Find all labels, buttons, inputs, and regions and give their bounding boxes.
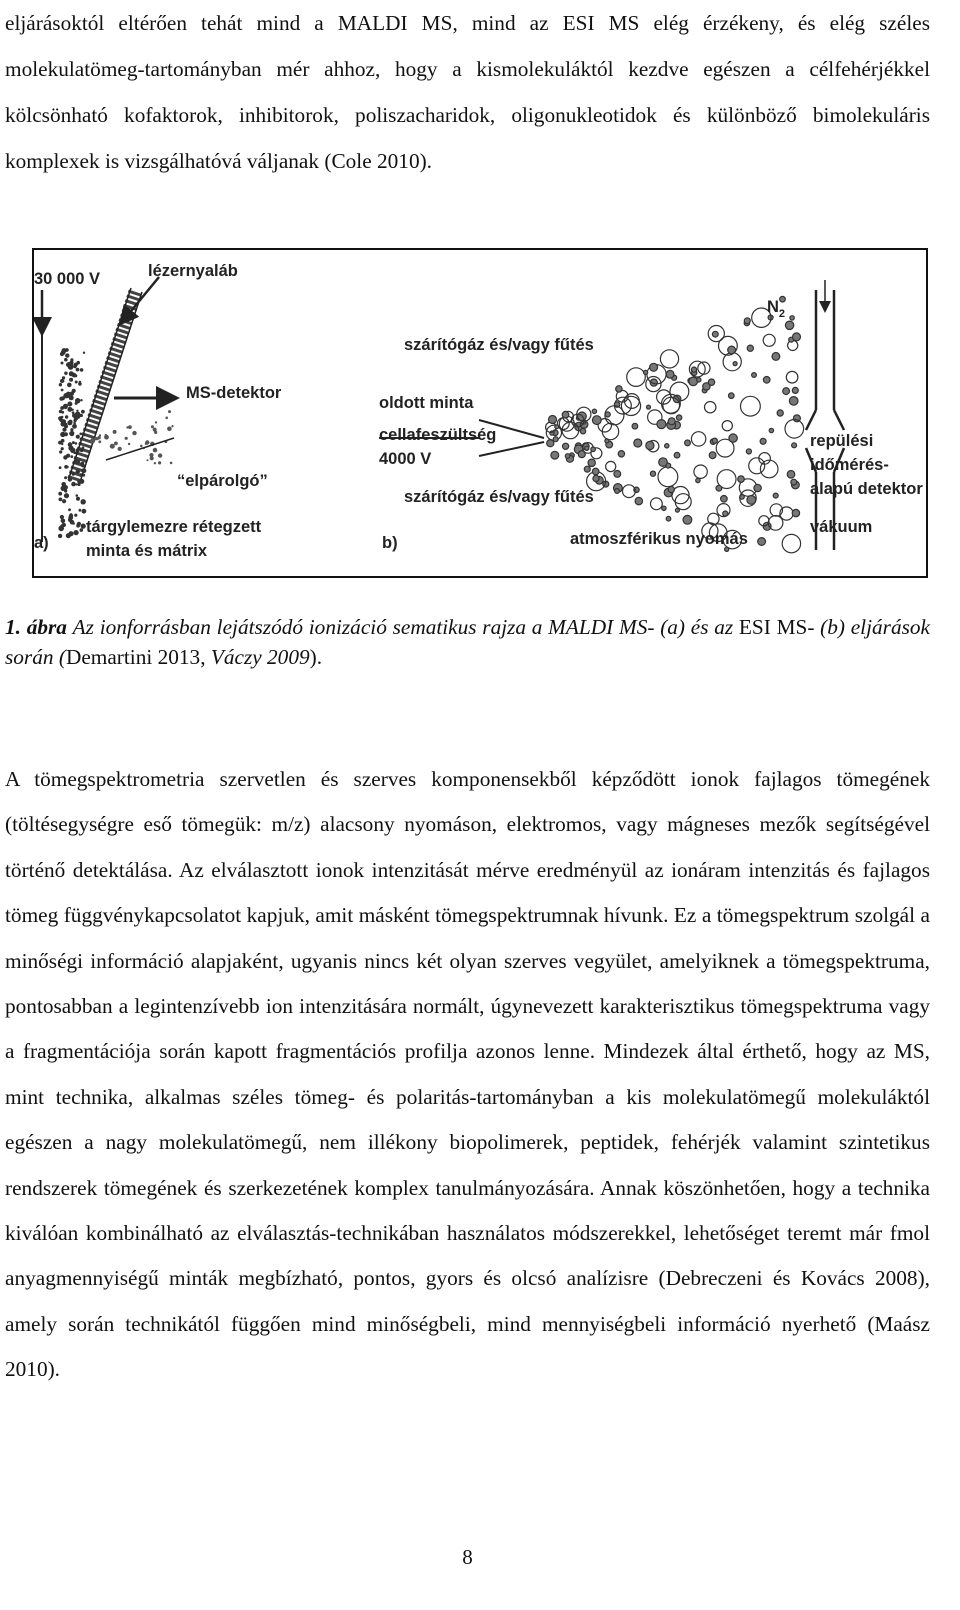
sample-dot: [67, 407, 72, 412]
caption-ref-1: Demartini 2013,: [65, 645, 206, 669]
spray-droplet: [729, 393, 735, 399]
plume-dot: [150, 456, 154, 460]
ionization-figure: [32, 248, 928, 578]
esi-panel: [379, 280, 923, 553]
spray-droplet: [616, 386, 622, 392]
sample-dot: [59, 450, 62, 453]
spray-droplet: [772, 353, 780, 361]
sample-dot: [76, 494, 79, 497]
spray-droplet: [627, 368, 646, 387]
esi-cell-voltage-label-1: cellafeszültség: [379, 426, 497, 444]
spray-droplet: [785, 420, 804, 439]
sample-dot: [70, 428, 73, 431]
sample-dot: [59, 383, 62, 386]
intro-paragraph: eljárásoktól eltérően tehát mind a MALDI MS, mind az ESI MS elég érzékeny, és elég széles molekulatömeg-tartományban mér ahhoz, hogy a kismolekuláktól kezdve egészen a célfehérjékkel kölcsönható kofaktorok, inhibitorok, poliszacharidok, oligonukleotidok és különböző bimolekuláris komplexek is vizsgálhatóvá váljanak (Cole 2010).: [5, 11, 930, 173]
sample-dot: [74, 530, 79, 535]
spray-droplet: [674, 452, 680, 458]
sample-dot: [64, 406, 68, 410]
spray-droplet: [635, 497, 642, 504]
esi-gas-bottom-label: szárítógáz és/vagy fűtés: [404, 488, 594, 506]
spray-droplet: [791, 479, 797, 485]
plume-dot: [98, 440, 101, 443]
spray-droplet: [741, 396, 761, 416]
sample-dot: [65, 415, 68, 418]
spray-droplet: [588, 459, 595, 466]
plume-dot: [126, 426, 128, 428]
plume-dot: [153, 428, 157, 432]
sample-dot: [61, 350, 66, 355]
esi-solution-label: oldott minta: [379, 394, 474, 412]
sample-dot: [76, 448, 80, 452]
esi-tof-label-3: alapú detektor: [810, 480, 923, 498]
sample-dot: [60, 379, 64, 383]
spray-droplet: [746, 449, 751, 454]
spray-droplet: [777, 410, 783, 416]
sample-dot: [62, 376, 65, 379]
spray-droplet: [632, 423, 638, 429]
sample-dot: [76, 361, 80, 365]
sample-dot: [61, 416, 64, 419]
spray-droplet: [712, 331, 718, 337]
plume-dot: [114, 442, 118, 446]
sample-dot: [75, 398, 80, 403]
spray-droplet: [666, 370, 674, 378]
caption-tail: ).: [309, 645, 323, 669]
spray-droplet: [651, 498, 663, 510]
spray-droplet: [644, 370, 648, 374]
sample-dot: [79, 479, 84, 484]
sample-dot: [83, 352, 85, 354]
spray-droplet: [578, 451, 585, 458]
sample-dot: [68, 477, 72, 481]
spray-droplet: [683, 515, 692, 524]
esi-spray-droplets: [546, 296, 804, 552]
sample-dot: [66, 533, 71, 538]
sample-dot: [80, 473, 82, 475]
sample-dot: [77, 483, 80, 486]
sample-dot: [75, 381, 78, 384]
spray-droplet: [785, 321, 793, 329]
sample-dot: [70, 513, 73, 516]
plume-dot: [170, 462, 173, 465]
sample-dot: [68, 362, 74, 368]
sample-dot: [71, 482, 76, 487]
sample-dot: [72, 472, 76, 476]
spray-droplet: [689, 377, 698, 386]
spray-droplet: [716, 485, 722, 491]
sample-dot: [60, 515, 64, 519]
spray-droplet: [749, 458, 765, 474]
spray-droplet: [676, 415, 681, 420]
spray-droplet: [592, 409, 596, 413]
esi-vacuum-label: vákuum: [810, 518, 873, 536]
sample-dot: [61, 519, 66, 524]
sample-dot: [76, 470, 79, 473]
sample-dot: [79, 433, 82, 436]
sample-dot: [70, 455, 73, 458]
spray-droplet: [792, 509, 799, 516]
plume-dot: [167, 427, 172, 432]
sample-dot: [69, 378, 73, 382]
sample-dot: [68, 518, 72, 522]
sample-dot: [58, 492, 62, 496]
sample-dot: [80, 438, 83, 441]
spray-droplet: [786, 371, 798, 383]
plume-dot: [153, 448, 158, 453]
laser-beam: [74, 290, 136, 480]
spray-droplet: [696, 478, 700, 482]
spray-droplet: [584, 466, 590, 472]
plume-dot: [132, 431, 136, 435]
plume-dot: [140, 445, 143, 448]
spray-droplet: [650, 363, 658, 371]
caption-text-a: Az ionforrásban lejátszódó ionizáció sematikus rajza a MALDI MS- (a) és az: [72, 615, 734, 639]
spray-droplet: [662, 506, 666, 510]
sample-dot: [74, 514, 77, 517]
sample-dot: [58, 534, 62, 538]
spray-droplet: [752, 373, 757, 378]
spray-droplet: [615, 489, 620, 494]
spray-droplet: [665, 444, 669, 448]
spray-droplet: [585, 446, 589, 450]
sample-dot: [67, 402, 72, 407]
sample-dot: [63, 455, 67, 459]
page-number: 8: [462, 1545, 473, 1569]
plume-dot: [155, 421, 157, 423]
sample-dot: [73, 365, 77, 369]
spray-droplet: [793, 333, 801, 341]
sample-dot: [61, 443, 63, 445]
sample-dot: [76, 410, 78, 412]
sample-dot: [80, 399, 82, 401]
sample-dot: [59, 498, 63, 502]
sample-dot: [64, 372, 67, 375]
spray-droplet: [758, 538, 766, 546]
maldi-panel-label: a): [34, 534, 49, 552]
plume-dot: [128, 443, 130, 445]
spray-droplet: [782, 534, 800, 552]
spray-droplet: [591, 447, 596, 452]
spray-droplet: [769, 428, 773, 432]
sample-dot: [80, 368, 84, 372]
spray-droplet: [787, 471, 795, 479]
spray-droplet: [705, 402, 716, 413]
main-paragraph: A tömegspektrometria szervetlen és szerves komponensekből képződött ionok fajlagos tömegének (töltésegységre eső tömegük: m/z) alacsony nyomáson, elektromos, vagy mágneses mezők segítségével történő detektálása. Az elválasztott ionok intenzitását mérve eredményül az ionáram intenzitás és fajlagos tömeg függvénykapcsolatot kapjuk, amit másként tömegspektrumnak hívunk. Ez a tömegspektrum szolgál a minőségi információ alapjaként, ugyanis nincs két olyan szerves vegyület, amelyiknek a tömegspektruma, pontosabban a legintenzívebb ion intenzitására normált, úgynevezett karakterisztikus tömegspektruma vagy a fragmentációja során kapott fragmentációs profilja azonos lenne. Mindezek által érthető, hogy az MS, mint technika, alkalmas széles tömeg- és polaritás-tartományban a kis molekulatömegű molekuláktól egészen a nagy molekulatömegű, nem illékony biopolimerek, peptidek, fehérjék valamint szintetikus rendszerek tömegének és szerkezetének komplex tanulmányozására. Annak köszönhetően, hogy a technika kiválóan kombinálható az elválasztás-technikában használatos módszerekkel, lehetőséget teremt már fmol anyagmennyiségű minták megbízható, pontos, gyors és olcsó analízisre (Debreczeni és Kovács 2008), amely során technikától függően mind minőségbeli, mind mennyiségbeli információ nyerhető (Maász 2010).: [5, 767, 930, 1382]
sample-dot: [60, 406, 64, 410]
spray-droplet: [789, 397, 798, 406]
sample-dot: [75, 459, 80, 464]
plume-dot: [158, 461, 161, 464]
spray-droplet: [768, 516, 783, 531]
esi-cell-voltage-label-2: 4000 V: [379, 450, 432, 468]
sample-dot: [72, 413, 76, 417]
sample-dot: [67, 383, 72, 388]
sample-dot: [79, 509, 82, 512]
sample-dot: [72, 441, 75, 444]
maldi-sample-label-1: tárgylemezre rétegzett: [86, 518, 262, 536]
spray-droplet: [657, 420, 666, 429]
sample-dot: [68, 446, 73, 451]
esi-atmospheric-label: atmoszférikus nyomás: [570, 530, 748, 548]
plume-dot: [105, 434, 107, 436]
spray-droplet: [658, 467, 678, 487]
sample-dot: [82, 509, 87, 514]
spray-droplet: [722, 421, 732, 431]
sample-dot: [81, 499, 86, 504]
spray-droplet: [694, 465, 707, 478]
sample-dot: [76, 435, 80, 439]
ionization-schematic: [34, 250, 926, 576]
sample-dot: [76, 497, 80, 501]
maldi-ms-detector-label: MS-detektor: [186, 384, 282, 402]
spray-droplet: [668, 418, 675, 425]
sample-dot: [72, 389, 76, 393]
plume-dot: [168, 410, 171, 413]
plume-dot: [151, 425, 154, 428]
sample-dot: [68, 508, 71, 511]
spray-droplet: [563, 443, 569, 449]
caption-text-b2: (b) eljárások során (: [5, 615, 930, 669]
spray-droplet: [565, 454, 570, 459]
esi-gas-top-label: szárítógáz és/vagy fűtés: [404, 336, 594, 354]
maldi-laser-label: lézernyaláb: [148, 262, 238, 280]
spray-droplet: [721, 496, 728, 503]
spray-droplet: [685, 440, 691, 446]
spray-droplet: [592, 416, 601, 425]
spray-droplet: [646, 441, 654, 449]
maldi-evaporating-label: “elpárolgó”: [177, 472, 268, 490]
sample-dot: [62, 523, 66, 527]
maldi-voltage-label: 30 000 V: [34, 270, 101, 288]
sample-dot: [69, 395, 74, 400]
spray-droplet: [691, 367, 696, 372]
plume-dot: [165, 417, 168, 420]
sample-dot: [78, 382, 82, 386]
spray-droplet: [754, 484, 761, 491]
plume-dot: [125, 437, 128, 440]
spray-droplet: [747, 345, 753, 351]
spray-droplet: [593, 475, 599, 481]
plume-dot: [118, 447, 122, 451]
spray-droplet: [738, 476, 745, 483]
spray-droplet: [634, 439, 642, 447]
spray-droplet: [650, 471, 655, 476]
plume-dot: [113, 430, 117, 434]
spray-droplet: [729, 434, 737, 442]
sample-dot: [65, 348, 69, 352]
plume-dot: [110, 444, 115, 449]
spray-droplet: [553, 437, 558, 442]
caption-lead: 1. ábra: [5, 615, 67, 639]
spray-droplet: [697, 378, 701, 382]
spray-droplet: [555, 425, 559, 429]
sample-dot: [64, 476, 67, 479]
plume-dot: [90, 438, 95, 443]
sample-dot: [76, 524, 80, 528]
sample-dot: [73, 522, 75, 524]
sample-dot: [61, 362, 64, 365]
plume-dot: [158, 453, 162, 457]
maldi-sample-label-2: minta és mátrix: [86, 542, 208, 560]
spray-droplet: [790, 316, 794, 320]
esi-tof-label-1: repülési: [810, 432, 874, 450]
sample-dot: [72, 424, 77, 429]
sample-dot: [82, 433, 85, 436]
sample-dot: [61, 419, 66, 424]
caption-ref-2: Váczy 2009: [210, 645, 310, 669]
sample-dot: [70, 432, 74, 436]
evaporating-pointer: [106, 438, 174, 460]
spray-droplet: [691, 432, 705, 446]
sample-dot: [62, 499, 66, 503]
sample-dot: [81, 468, 86, 473]
sample-dot: [61, 396, 65, 400]
esi-needle-lower: [479, 442, 544, 456]
sample-dot: [73, 422, 76, 425]
spray-droplet: [709, 452, 716, 459]
spray-droplet: [792, 387, 798, 393]
sample-dot: [67, 354, 70, 357]
caption-text-b1: ESI MS-: [738, 615, 815, 639]
spray-droplet: [660, 350, 678, 368]
figure-caption: [5, 612, 930, 672]
sample-dot: [61, 389, 64, 392]
spray-droplet: [773, 493, 778, 498]
plume-dot: [145, 443, 147, 445]
esi-panel-label: b): [382, 534, 398, 552]
sample-dot: [60, 433, 64, 437]
spray-droplet: [592, 468, 599, 475]
spray-droplet: [763, 334, 775, 346]
spray-droplet: [666, 516, 671, 521]
spray-droplet: [668, 486, 674, 492]
spray-droplet: [792, 443, 797, 448]
sample-dot: [72, 373, 77, 378]
sample-dot: [64, 465, 68, 469]
spray-droplet: [783, 388, 790, 395]
sample-dot: [61, 411, 64, 414]
maldi-panel: [34, 262, 282, 560]
spray-droplet: [708, 379, 714, 385]
esi-tof-label-2: időmérés-: [810, 456, 889, 474]
sample-dot: [64, 493, 69, 498]
spray-droplet: [551, 451, 559, 459]
spray-droplet: [606, 461, 616, 471]
spray-droplet: [744, 318, 750, 324]
sample-dot: [81, 410, 85, 414]
sample-dot: [81, 462, 84, 465]
spray-droplet: [580, 429, 585, 434]
plume-dot: [171, 425, 173, 427]
sample-dot: [59, 466, 62, 469]
spray-droplet: [712, 438, 717, 443]
spray-droplet: [733, 362, 737, 366]
spray-droplet: [659, 458, 668, 467]
spray-droplet: [623, 485, 636, 498]
spray-droplet: [647, 405, 651, 409]
sample-dot: [64, 358, 68, 362]
sample-dot: [67, 420, 72, 425]
plume-dot: [99, 434, 101, 436]
spray-droplet: [780, 296, 786, 302]
spray-droplet: [760, 438, 766, 444]
sample-dot: [61, 447, 64, 450]
esi-nitrogen-label: $N_2$: [767, 298, 786, 320]
sample-dot: [82, 446, 85, 449]
sample-dot: [64, 485, 68, 489]
plume-dot: [147, 459, 149, 461]
spray-droplet: [549, 416, 557, 424]
sample-dot: [80, 528, 84, 532]
spray-droplet: [763, 377, 770, 384]
sample-dot: [75, 442, 78, 445]
spray-droplet: [618, 451, 624, 457]
spray-droplet: [614, 471, 621, 478]
sample-dot: [82, 474, 85, 477]
sample-dot: [76, 368, 80, 372]
sample-dot: [80, 414, 83, 417]
plume-dot: [154, 462, 156, 464]
spray-droplet: [562, 411, 569, 418]
